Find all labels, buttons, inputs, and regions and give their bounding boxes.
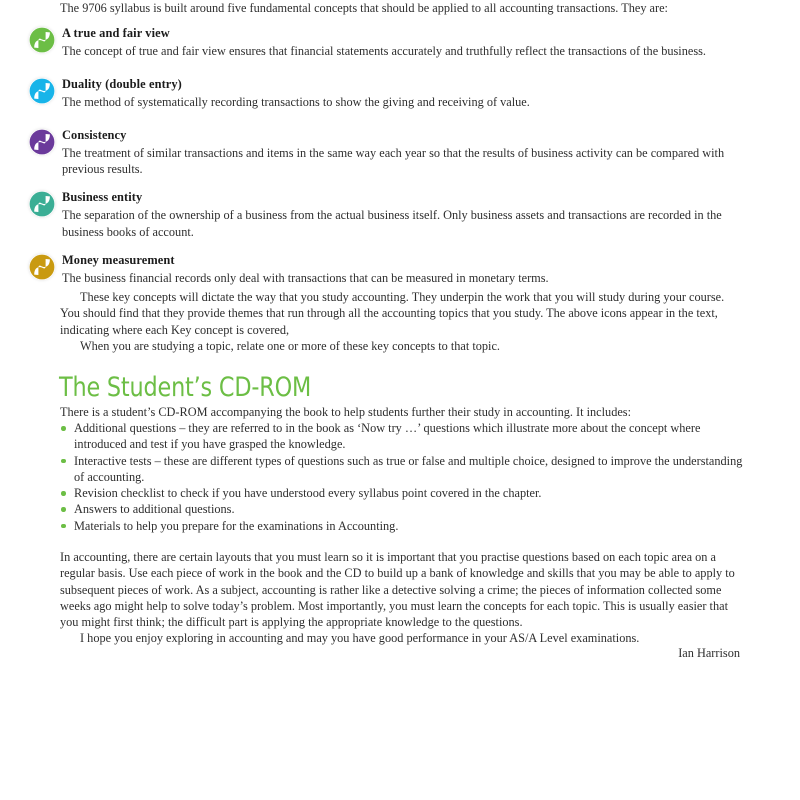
key-concept-swirl-icon-blue bbox=[29, 78, 55, 104]
list-item-text: Revision checklist to check if you have understood every syllabus point covered in the chapter. bbox=[74, 486, 542, 501]
post-concepts-paragraph-2: When you are studying a topic, relate one or more of these key concepts to that topic. bbox=[80, 338, 501, 353]
bullet-dot-icon bbox=[61, 507, 66, 512]
list-item bbox=[60, 453, 750, 486]
bullet-dot-icon bbox=[61, 491, 66, 496]
key-concept-title: Duality (double entry) bbox=[62, 77, 182, 91]
closing-paragraph-2: I hope you enjoy exploring in accounting and may you have good performance in your AS/A Level examinations. bbox=[80, 631, 640, 646]
key-concept-item bbox=[0, 190, 800, 239]
key-concept-item bbox=[0, 26, 800, 64]
key-concept-title: Money measurement bbox=[62, 252, 175, 267]
cdrom-intro-paragraph: There is a student’s CD-ROM accompanying the book to help students further their study in accounting. It includes: bbox=[60, 405, 632, 419]
intro-paragraph: The 9706 syllabus is built around five fundamental concepts that should be applied to all accounting transactions. They are: bbox=[60, 1, 668, 15]
key-concept-item bbox=[0, 253, 800, 291]
section-heading-cdrom: The Student’s CD-ROM bbox=[59, 372, 312, 403]
key-concept-item bbox=[0, 77, 800, 115]
list-item bbox=[60, 485, 750, 501]
list-item-text: Answers to additional questions. bbox=[74, 502, 235, 517]
bullet-dot-icon bbox=[61, 426, 66, 431]
key-concept-title: Consistency bbox=[62, 128, 127, 142]
post-concepts-paragraphs bbox=[60, 289, 740, 354]
list-item bbox=[60, 420, 750, 453]
key-concept-description: The concept of true and fair view ensures that financial statements accurately and truthfully reflect the transactions of the business. bbox=[62, 44, 706, 58]
key-concept-swirl-icon-gold bbox=[29, 254, 55, 280]
key-concept-swirl-icon-teal bbox=[29, 191, 55, 217]
bullet-dot-icon bbox=[61, 459, 66, 464]
key-concept-description: The business financial records only deal with transactions that can be measured in monetary terms. bbox=[62, 270, 549, 285]
key-concept-swirl-icon-purple bbox=[29, 129, 55, 155]
key-concept-description: The separation of the ownership of a business from the actual business itself. Only business assets and transactions are recorded in the business books of account. bbox=[62, 208, 722, 239]
key-concept-title: A true and fair view bbox=[62, 26, 170, 40]
list-item-text: Interactive tests – these are different types of questions such as true or false and multiple choice, designed to improve the understanding of accounting. bbox=[74, 453, 743, 484]
key-concept-description: The treatment of similar transactions and items in the same way each year so that the results of business activity can be compared with previous results. bbox=[62, 146, 725, 177]
author-signature: Ian Harrison bbox=[678, 646, 740, 660]
key-concept-title: Business entity bbox=[62, 190, 143, 205]
list-item-text: Materials to help you prepare for the examinations in Accounting. bbox=[74, 518, 399, 533]
closing-paragraphs bbox=[60, 549, 740, 647]
key-concepts-list bbox=[0, 26, 800, 304]
key-concept-item bbox=[0, 128, 800, 177]
list-item bbox=[60, 518, 750, 534]
cdrom-feature-list bbox=[60, 420, 750, 534]
post-concepts-paragraph-1: These key concepts will dictate the way that you study accounting. They underpin the work that you will study during your course. You should find that they provide themes that run through all the accounting topics that you study. The above icons appear in the text, indicating where each Key concept is covered, bbox=[60, 290, 725, 337]
closing-paragraph-1: In accounting, there are certain layouts that you must learn so it is important that you practise questions based on each topic area on a regular basis. Use each piece of work in the book and the CD to build up a bank of knowledge and skills that you may be able to apply to subsequent pieces of work. As a subject, accounting is rather like a detective solving a crime; the pieces of information collected some weeks ago might help to solve today’s problem. Most importantly, you must learn the concepts for each topic. This is usually easier that you might first think; the difficult part is applying the appropriate knowledge to the questions. bbox=[60, 550, 735, 630]
key-concept-description: The method of systematically recording transactions to show the giving and receiving of value. bbox=[62, 95, 530, 109]
list-item bbox=[60, 501, 750, 517]
bullet-dot-icon bbox=[61, 524, 66, 529]
key-concept-swirl-icon-green bbox=[29, 27, 55, 53]
list-item-text: Additional questions – they are referred to in the book as ‘Now try …’ questions which illustrate more about the concept where introduced and test if you have grasped the knowledge. bbox=[74, 421, 701, 452]
